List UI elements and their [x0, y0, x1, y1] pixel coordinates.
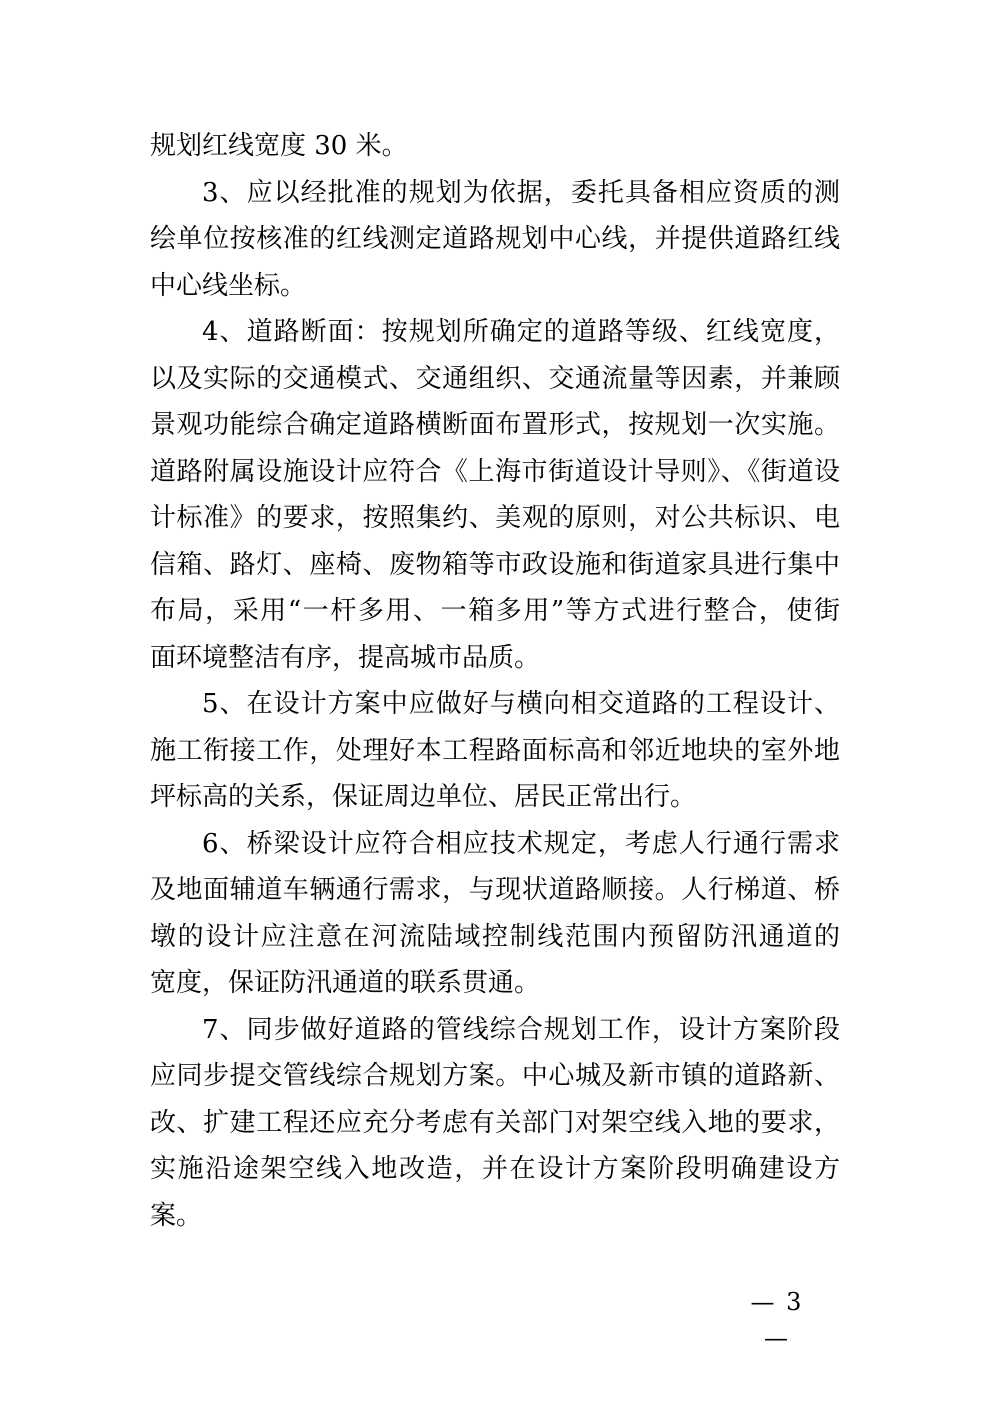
- text-line: 坪标高的关系，保证周边单位、居民正常出行。: [150, 782, 697, 812]
- text-line: 景观功能综合确定道路横断面布置形式，按规划一次实施。: [150, 410, 840, 440]
- text-line: 案。: [150, 1200, 203, 1231]
- text-line: 应同步提交管线综合规划方案。中心城及新市镇的道路新、: [150, 1061, 840, 1091]
- text-line: 中心线坐标。: [150, 270, 307, 301]
- text-line: 信箱、路灯、座椅、废物箱等市政设施和街道家具进行集中: [150, 549, 840, 580]
- document-body: [150, 123, 840, 1239]
- text-line: 施工衔接工作，处理好本工程路面标高和邻近地块的室外地: [150, 735, 840, 766]
- text-line: 改、扩建工程还应充分考虑有关部门对架空线入地的要求，: [150, 1107, 840, 1138]
- page-number: — 3 —: [750, 1288, 804, 1352]
- text-line: 6、桥梁设计应符合相应技术规定，考虑人行通行需求: [202, 828, 840, 859]
- text-line: 4、道路断面：按规划所确定的道路等级、红线宽度，: [202, 317, 840, 347]
- text-line: 面环境整洁有序，提高城市品质。: [150, 642, 541, 673]
- text-line: 布局，采用“一杆多用、一箱多用”等方式进行整合，使街: [150, 596, 840, 626]
- text-line: 以及实际的交通模式、交通组织、交通流量等因素，并兼顾: [150, 363, 840, 394]
- text-line: 墩的设计应注意在河流陆域控制线范围内预留防汛通道的: [150, 921, 840, 952]
- text-line: 实施沿途架空线入地改造，并在设计方案阶段明确建设方: [150, 1154, 840, 1184]
- text-line: 绘单位按核准的红线测定道路规划中心线，并提供道路红线: [150, 224, 840, 254]
- text-line: 道路附属设施设计应符合《上海市街道设计导则》、《街道设: [150, 456, 840, 487]
- text-line: 规划红线宽度 30 米。: [150, 131, 408, 161]
- text-line: 7、同步做好道路的管线综合规划工作，设计方案阶段: [202, 1014, 840, 1045]
- text-line: 及地面辅道车辆通行需求，与现状道路顺接。人行梯道、桥: [150, 875, 840, 905]
- text-line: 5、在设计方案中应做好与横向相交道路的工程设计、: [202, 689, 840, 719]
- text-line: 计标准》的要求，按照集约、美观的原则，对公共标识、电: [150, 503, 840, 533]
- text-line: 3、应以经批准的规划为依据，委托具备相应资质的测: [202, 177, 840, 208]
- text-line: 宽度，保证防汛通道的联系贯通。: [150, 968, 541, 998]
